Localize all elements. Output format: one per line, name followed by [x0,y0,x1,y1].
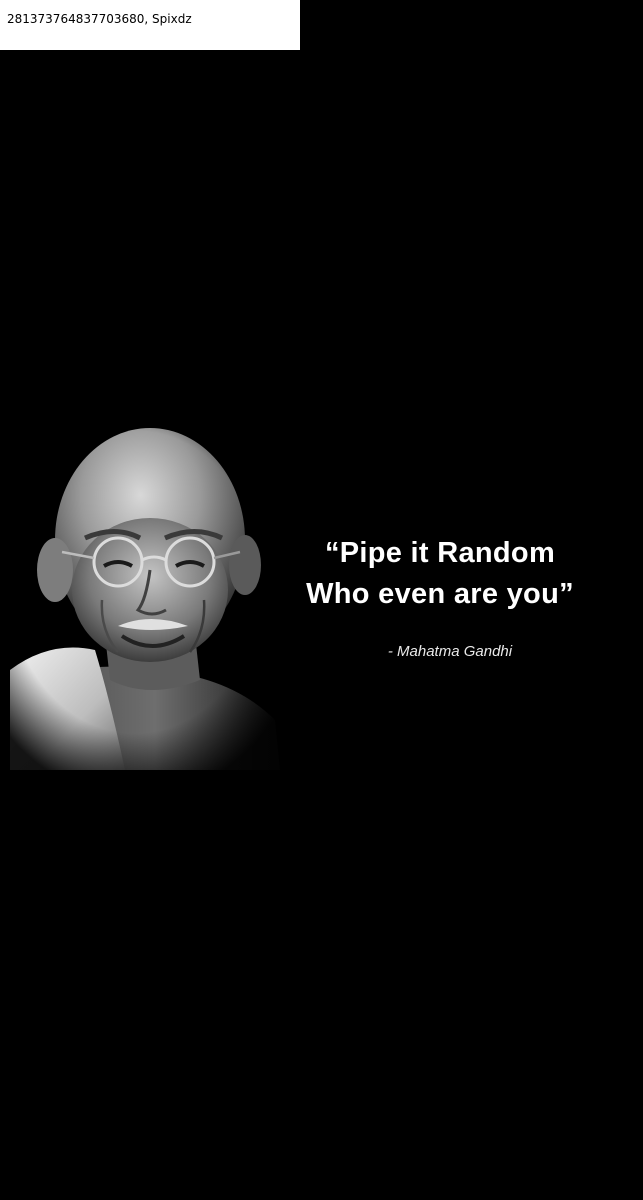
caption-text: 281373764837703680, Spixdz [7,12,192,26]
caption-bar [0,0,300,50]
quote-line-2: Who even are you” [306,578,574,610]
quote-attribution: - Mahatma Gandhi [387,643,513,660]
portrait-photo [0,420,300,780]
quote-text [270,533,610,615]
quote-line-1: “Pipe it Random [324,537,556,569]
